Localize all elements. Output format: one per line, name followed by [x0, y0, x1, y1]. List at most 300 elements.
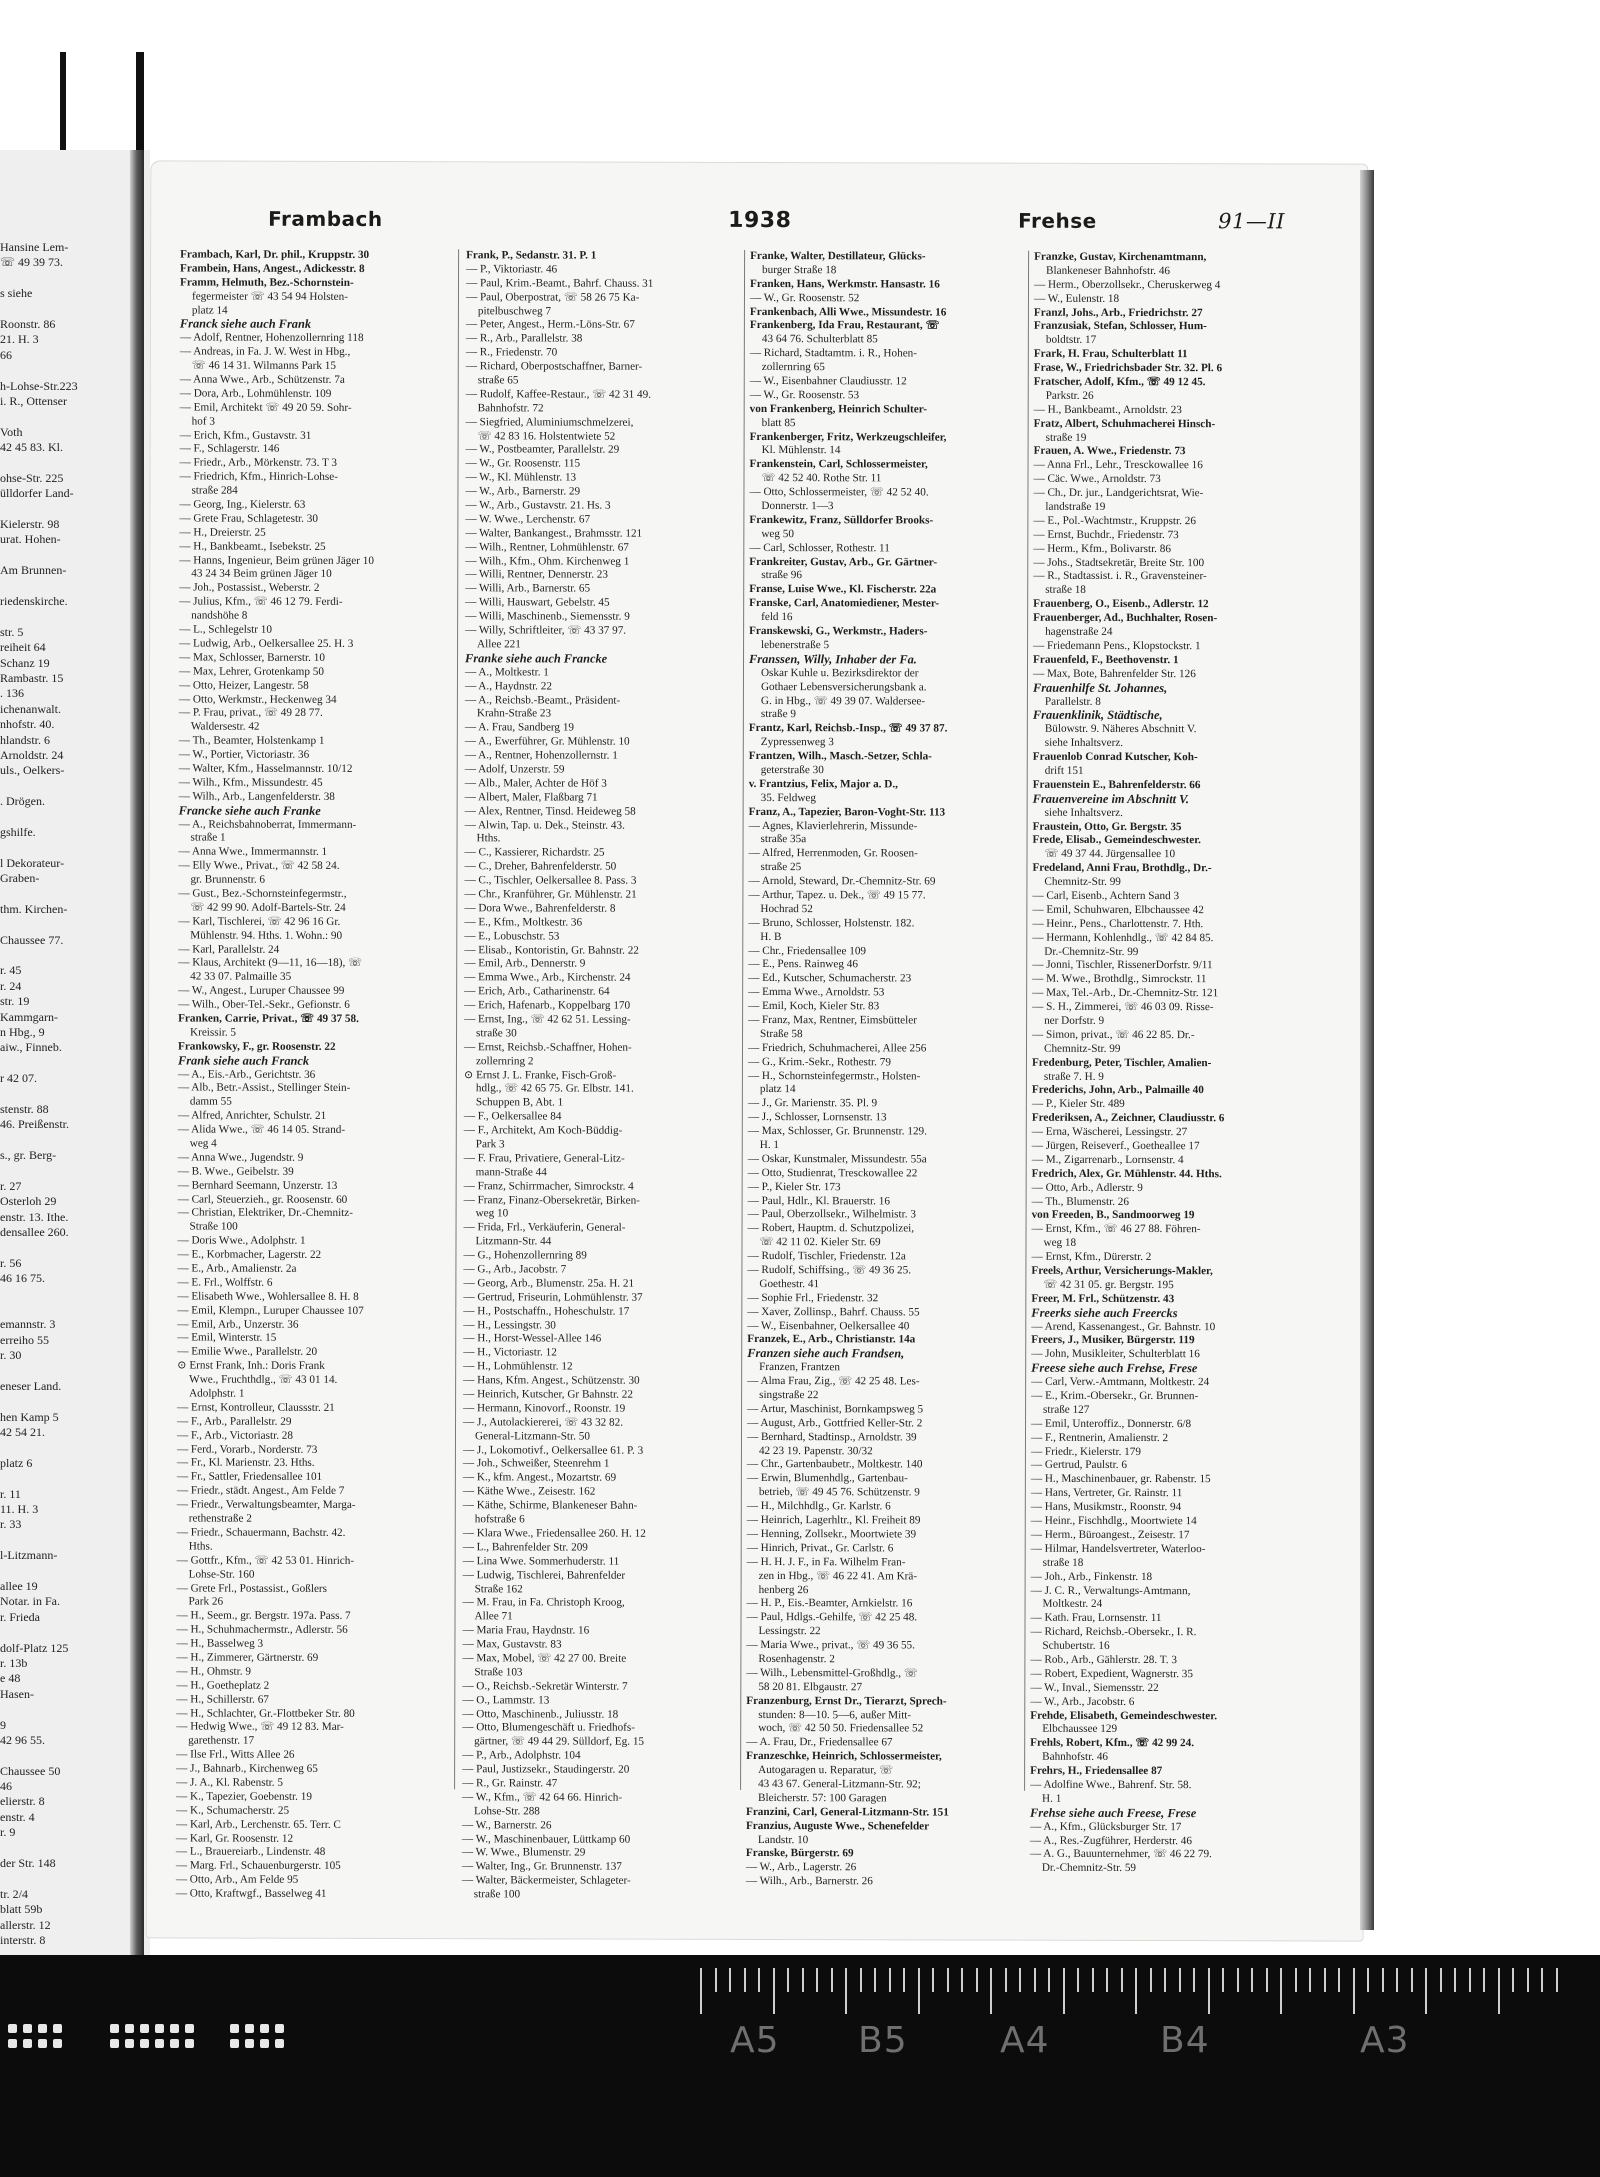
- entry-continuation: gr. Brunnenstr. 6: [190, 873, 266, 886]
- entry-continuation: burger Straße 18: [762, 263, 837, 277]
- section-heading: Freerks siehe auch Freercks: [1031, 1305, 1178, 1320]
- fragment-line: [0, 809, 126, 824]
- directory-entry: — Grete Frl., Postassist., Goßlers: [176, 1581, 328, 1595]
- directory-entry: Frark, H. Frau, Schulterblatt 11: [1033, 347, 1188, 361]
- directory-entry: — Willi, Arb., Barnerstr. 65: [465, 582, 591, 595]
- entry-continuation: Dr.-Chemnitz-Str. 99: [1044, 945, 1139, 958]
- directory-entry: — W., Maschinenbauer, Lüttkamp 60: [461, 1832, 631, 1846]
- ruler-tick: [1527, 1968, 1529, 1992]
- directory-entry: — Ch., Dr. jur., Landgerichtsrat, Wie-: [1033, 486, 1204, 500]
- fragment-line: hen Kamp 5: [0, 1409, 59, 1424]
- entry-continuation: 35. Feldweg: [760, 791, 816, 804]
- directory-entry: — A. Frau, Sandberg 19: [464, 721, 575, 734]
- entry-continuation: zollernring 65: [761, 361, 825, 374]
- section-heading: Freese siehe auch Frehse, Frese: [1031, 1360, 1198, 1376]
- directory-entry: — R., Stadtassist. i. R., Gravensteiner-: [1033, 570, 1207, 583]
- ruler-tick: [1309, 1968, 1311, 1992]
- paper-size-labels: [730, 2020, 1600, 2070]
- entry-continuation: Parkstr. 26: [1045, 389, 1094, 402]
- directory-entry: — Karl, Gr. Roosenstr. 12: [175, 1832, 294, 1845]
- entry-continuation: gärtner, ☏ 49 44 29. Sülldorf, Eg. 15: [474, 1735, 645, 1749]
- running-head: [178, 206, 1348, 239]
- directory-entry: — Georg, Arb., Blumenstr. 25a. H. 21: [463, 1277, 635, 1290]
- directory-entry: — Max, Lehrer, Grotenkamp 50: [178, 665, 324, 678]
- section-heading: Frauenhilfe St. Johannes,: [1032, 680, 1168, 695]
- directory-entry: — Ed., Kutscher, Schumacherstr. 23: [748, 972, 912, 985]
- directory-entry: — A. G., Bauunternehmer, ☏ 46 22 79.: [1029, 1848, 1212, 1861]
- entry-continuation: Chemnitz-Str. 99: [1044, 875, 1121, 889]
- fragment-line: s., gr. Berg-: [0, 1148, 57, 1163]
- entry-continuation: straße 30: [476, 1027, 517, 1040]
- directory-entry: — Käthe Wwe., Zeisestr. 162: [462, 1485, 596, 1498]
- directory-entry: — Rudolf, Schiffsing., ☏ 49 36 25.: [747, 1263, 912, 1277]
- fragment-line: 11. H. 3: [0, 1502, 39, 1517]
- section-heading: Franzen siehe auch Frandsen,: [747, 1346, 905, 1361]
- fragment-line: [0, 502, 126, 517]
- directory-entry: — E., Lobuschstr. 53: [464, 929, 560, 943]
- directory-entry: Fraustein, Otto, Gr. Bergstr. 35: [1032, 820, 1182, 833]
- entry-continuation: ☏ 46 14 31. Wilmanns Park 15: [191, 359, 336, 373]
- entry-continuation: straße 96: [761, 569, 802, 582]
- entry-continuation: Wwe., Fruchthdlg., ☏ 43 01 14.: [189, 1373, 338, 1387]
- fragment-line: [0, 455, 126, 470]
- directory-entry: — Alex, Rentner, Tinsd. Heideweg 58: [464, 804, 636, 818]
- fragment-line: r 42 07.: [0, 1071, 37, 1086]
- directory-entry: von Frankenberg, Heinrich Schulter-: [749, 402, 928, 416]
- directory-entry: — Max, Mobel, ☏ 42 27 00. Breite: [462, 1652, 627, 1665]
- directory-column-4: [1029, 250, 1306, 1875]
- directory-entry: — Erwin, Blumenhdlg., Gartenbau-: [746, 1472, 908, 1485]
- fragment-line: emannstr. 3: [0, 1317, 56, 1332]
- fragment-line: Chaussee 50: [0, 1763, 61, 1778]
- directory-entry: — H., Schillerstr. 67: [176, 1693, 269, 1706]
- directory-entry: — H., Bankbeamt., Arnoldstr. 23: [1033, 403, 1182, 416]
- fragment-line: 42 54 21.: [0, 1425, 45, 1440]
- fragment-line: e 48: [0, 1671, 21, 1686]
- entry-continuation: siehe Inhaltsverz.: [1044, 736, 1124, 750]
- fragment-line: 66: [0, 347, 12, 362]
- fragment-line: platz 6: [0, 1455, 33, 1470]
- directory-entry: — Ernst, Reichsb.-Schaffner, Hohen-: [463, 1040, 632, 1054]
- directory-entry: — Alwin, Tap. u. Dek., Steinstr. 43.: [464, 818, 625, 832]
- directory-entry: — Hermann, Kohlenhdlg., ☏ 42 84 85.: [1032, 931, 1214, 944]
- entry-continuation: stunden: 8—10. 5—6, außer Mitt-: [758, 1708, 912, 1721]
- directory-entry: — Robert, Hauptm. d. Schutzpolizei,: [747, 1222, 915, 1235]
- fragment-line: [0, 779, 126, 794]
- ruler-tick: [1208, 1968, 1210, 2014]
- directory-entry: — Anna Frl., Lehr., Tresckowallee 16: [1033, 459, 1203, 472]
- fragment-line: [0, 609, 126, 624]
- directory-entry: — A., Res.-Zugführer, Herderstr. 46: [1029, 1834, 1192, 1847]
- directory-entry: Fratz, Albert, Schuhmacherei Hinsch-: [1033, 417, 1216, 430]
- fragment-line: Roonstr. 86: [0, 316, 56, 331]
- directory-entry: — Hermann, Kinovorf., Roonstr. 19: [463, 1402, 626, 1415]
- directory-entry: — H., Ohmstr. 9: [176, 1665, 251, 1678]
- ruler-tick: [1483, 1968, 1485, 1992]
- entry-continuation: platz 14: [191, 304, 228, 317]
- ruler-tick: [1193, 1968, 1195, 1992]
- directory-entry: — A., Reichsbahnoberrat, Immermann-: [178, 818, 357, 831]
- directory-entry: — Erich, Kfm., Gustavstr. 31: [179, 429, 312, 442]
- directory-entry: — J. A., Kl. Rabenstr. 5: [176, 1776, 284, 1789]
- directory-entry: — M. Wwe., Brothdlg., Simrockstr. 11: [1032, 973, 1207, 986]
- fragment-line: Kielerstr. 98: [0, 517, 60, 532]
- entry-continuation: Hochrad 52: [760, 902, 813, 916]
- fragment-line: [0, 948, 126, 963]
- entry-continuation: garethenstr. 17: [188, 1734, 255, 1747]
- directory-entry: — Otto, Arb., Am Felde 95: [175, 1873, 299, 1887]
- fragment-line: 46 16 75.: [0, 1271, 45, 1286]
- directory-entry: — Friedr., Schauermann, Bachstr. 42.: [176, 1526, 346, 1539]
- directory-entry: — Alb., Maler, Achter de Höf 3: [464, 777, 607, 790]
- directory-entry: — W., Inval., Siemensstr. 22: [1030, 1681, 1159, 1694]
- entry-continuation: 58 20 81. Elbgaustr. 27: [758, 1680, 863, 1694]
- fragment-line: Graben-: [0, 871, 40, 886]
- directory-entry: — Hinrich, Privat., Gr. Carlstr. 6: [746, 1541, 894, 1555]
- entry-continuation: Adolphstr. 1: [189, 1387, 245, 1400]
- directory-entry: — Grete Frau, Schlagetestr. 30: [179, 512, 318, 525]
- fragment-line: [0, 1564, 126, 1579]
- directory-entry: — Hedwig Wwe., ☏ 49 12 83. Mar-: [176, 1720, 344, 1734]
- ruler-tick: [715, 1968, 717, 1992]
- directory-entry: — Chr., Friedensallee 109: [748, 944, 867, 957]
- directory-entry: — Andreas, in Fa. J. W. West in Hbg.,: [179, 345, 351, 359]
- directory-entry: — Joh., Schweißer, Steenrehm 1: [462, 1457, 610, 1471]
- directory-entry: Frauenlob Conrad Kutscher, Koh-: [1032, 750, 1198, 764]
- directory-entry: — A., Haydnstr. 22: [464, 679, 552, 693]
- entry-continuation: straße 127: [1043, 1403, 1090, 1416]
- entry-continuation: Waldersestr. 42: [190, 720, 260, 733]
- directory-entry: — W., Barnerstr. 26: [461, 1818, 552, 1832]
- directory-entry: — F., Arb., Parallelstr. 29: [177, 1415, 292, 1428]
- perforation-mark: [23, 2024, 32, 2033]
- directory-entry: — H., Milchhdlg., Gr. Karlstr. 6: [746, 1500, 891, 1513]
- directory-entry: — Otto, Heizer, Langestr. 58: [178, 679, 309, 692]
- directory-entry: — Rudolf, Kaffee-Restaur., ☏ 42 31 49.: [465, 388, 652, 401]
- directory-entry: — Arnold, Steward, Dr.-Chemnitz-Str. 69: [748, 875, 936, 888]
- directory-column-2: [461, 249, 738, 1901]
- fragment-line: [0, 1471, 126, 1486]
- perforation-mark: [170, 2024, 179, 2033]
- directory-entry: — H., Seem., gr. Bergstr. 197a. Pass. 7: [176, 1609, 351, 1623]
- directory-entry: — Richard, Reichsb.-Obersekr., I. R.: [1030, 1625, 1197, 1639]
- section-heading: Frehse siehe auch Freese, Frese: [1029, 1805, 1197, 1820]
- directory-entry: — Walter, Kfm., Hasselmannstr. 10/12: [178, 762, 353, 775]
- entry-continuation: betrieb, ☏ 49 45 76. Schützenstr. 9: [758, 1486, 920, 1499]
- directory-entry: — H., Zimmerer, Gärtnerstr. 69: [176, 1651, 319, 1664]
- directory-entry: — Agnes, Klavierlehrerin, Missunde-: [748, 819, 918, 832]
- ruler-tick: [1164, 1968, 1166, 1992]
- directory-column-1: [175, 248, 452, 1900]
- fragment-line: [0, 548, 126, 563]
- directory-entry: — Wilh., Arb., Langenfelderstr. 38: [178, 790, 335, 803]
- directory-entry: — Paul, Krim.-Beamt., Bahrf. Chauss. 31: [465, 277, 654, 290]
- entry-continuation: weg 10: [475, 1207, 509, 1220]
- ruler-tick: [1469, 1968, 1471, 1992]
- ruler-tick: [1237, 1968, 1239, 1992]
- directory-entry: — Emil, Koch, Kieler Str. 83: [748, 1000, 880, 1013]
- directory-entry: — Oskar, Kunstmaler, Missundestr. 55a: [747, 1152, 927, 1166]
- directory-entry: — W., Portier, Victoriastr. 36: [178, 748, 310, 761]
- entry-continuation: hdlg., ☏ 42 65 75. Gr. Elbstr. 141.: [475, 1082, 634, 1096]
- entry-continuation: hofstraße 6: [474, 1513, 525, 1526]
- entry-continuation: weg 4: [189, 1137, 217, 1150]
- entry-continuation: zollernring 2: [475, 1054, 534, 1068]
- directory-entry: — Willy, Schriftleiter, ☏ 43 37 97.: [465, 624, 627, 637]
- ruler-tick: [1005, 1968, 1007, 1992]
- directory-entry: — Richard, Oberpostschaffner, Barner-: [465, 360, 643, 373]
- fragment-line: allerstr. 12: [0, 1917, 51, 1932]
- entry-continuation: Bleicherstr. 57: 100 Garagen: [758, 1791, 887, 1805]
- fragment-line: r. 9: [0, 1825, 16, 1840]
- entry-continuation: hagenstraße 24: [1045, 625, 1113, 638]
- entry-continuation: straße 18: [1045, 584, 1086, 597]
- fragment-line: hlandstr. 6: [0, 732, 50, 747]
- fragment-line: i. R., Ottenser: [0, 393, 67, 408]
- directory-entry: — C., Kassierer, Richardstr. 25: [464, 846, 605, 859]
- ruler-tick: [903, 1968, 905, 1992]
- directory-entry: Frankenbach, Alli Wwe., Missundestr. 16: [749, 305, 947, 319]
- ruler-tick: [1106, 1968, 1108, 1992]
- directory-entry: — Erna, Wäscherei, Lessingstr. 27: [1031, 1125, 1188, 1139]
- directory-entry: — H., Lessingstr. 30: [463, 1318, 556, 1332]
- directory-entry: — Richard, Stadtamtm. i. R., Hohen-: [749, 347, 918, 360]
- entry-continuation: ☏ 42 99 90. Adolf-Bartels-Str. 24: [190, 901, 346, 914]
- directory-entry: Fredrich, Alex, Gr. Mühlenstr. 44. Hths.: [1031, 1167, 1222, 1180]
- ruler-tick: [1411, 1968, 1413, 1992]
- fragment-line: [0, 1748, 126, 1763]
- directory-entry: — Erich, Hafenarb., Koppelbarg 170: [464, 999, 631, 1012]
- film-mark: [60, 52, 66, 164]
- fragment-line: eneser Land.: [0, 1378, 62, 1393]
- ruler-tick: [1541, 1968, 1543, 1992]
- perforation-mark: [110, 2024, 119, 2033]
- ruler-tick: [1179, 1968, 1181, 1992]
- perforation-mark: [230, 2039, 239, 2048]
- fragment-line: [0, 579, 126, 594]
- directory-entry: — Ludwig, Tischlerei, Bahrenfelder: [462, 1568, 626, 1582]
- fragment-line: [0, 1302, 126, 1317]
- directory-entry: — Ernst, Kfm., Dürerstr. 2: [1031, 1250, 1152, 1264]
- entry-continuation: 42 23 19. Papenstr. 30/32: [758, 1444, 873, 1457]
- directory-entry: — Peter, Angest., Herm.-Löns-Str. 67: [465, 318, 635, 332]
- directory-entry: — K., Tapezier, Goebenstr. 19: [176, 1790, 312, 1803]
- perforation-mark: [245, 2039, 254, 2048]
- directory-entry: — Elisab., Kontoristin, Gr. Bahnstr. 22: [464, 943, 639, 957]
- directory-entry: — Franz, Schirrmacher, Simrockstr. 4: [463, 1179, 634, 1193]
- ruler-tick: [1440, 1968, 1442, 1992]
- directory-entry: — Dora, Arb., Lohmühlenstr. 109: [179, 387, 332, 400]
- directory-entry: — L., Bahrenfelder Str. 209: [462, 1541, 588, 1554]
- directory-entry: Fredeland, Anni Frau, Brothdlg., Dr.-: [1032, 861, 1212, 875]
- entry-continuation: blatt 85: [761, 416, 796, 429]
- directory-entry: — Paul, Oberpostrat, ☏ 58 26 75 Ka-: [465, 290, 640, 304]
- directory-entry: — W., Gr. Roosenstr. 52: [749, 291, 860, 304]
- fragment-line: Chaussee 77.: [0, 932, 64, 947]
- fragment-line: ichenanwalt.: [0, 701, 61, 716]
- entry-continuation: Allee 71: [474, 1610, 513, 1623]
- directory-entry: — W., Postbeamter, Parallelstr. 29: [465, 443, 620, 457]
- directory-entry: Franse, Luise Wwe., Kl. Fischerstr. 22a: [749, 583, 937, 596]
- directory-entry: Frambein, Hans, Angest., Adickesstr. 8: [180, 262, 365, 275]
- ruler-tick: [845, 1968, 847, 2014]
- perforation-mark: [275, 2024, 284, 2033]
- ruler-tick: [744, 1968, 746, 1992]
- entry-continuation: 43 43 67. General-Litzmann-Str. 92;: [758, 1777, 921, 1791]
- directory-entry: — Friedrich, Schuhmacherei, Allee 256: [747, 1041, 927, 1055]
- directory-entry: — Georg, Ing., Kielerstr. 63: [179, 498, 306, 511]
- fragment-line: l-Litzmann-: [0, 1548, 58, 1563]
- directory-entry: — J., Schlosser, Lornsenstr. 13: [747, 1111, 887, 1124]
- directory-entry: — Wilh., Rentner, Lohmühlenstr. 67: [465, 540, 629, 554]
- directory-entry: — Xaver, Zollinsp., Bahrf. Chauss. 55: [747, 1305, 920, 1319]
- directory-entry: — H., Schuhmachermstr., Adlerstr. 56: [176, 1623, 348, 1637]
- directory-entry: Franske, Carl, Anatomiediener, Mester-: [749, 597, 940, 610]
- section-heading: Franke siehe auch Francke: [465, 651, 608, 666]
- perforation-mark: [38, 2039, 47, 2048]
- directory-entry: — Gottfr., Kfm., ☏ 42 53 01. Hinrich-: [176, 1554, 355, 1567]
- directory-entry: — Christian, Elektriker, Dr.-Chemnitz-: [177, 1206, 353, 1220]
- directory-entry: — W., Kl. Mühlenstr. 13: [465, 471, 577, 484]
- fragment-line: s siehe: [0, 286, 33, 301]
- directory-entry: — L., Schlegelstr 10: [179, 623, 273, 636]
- directory-entry: v. Frantzius, Felix, Major a. D.,: [748, 777, 898, 791]
- fragment-line: 9: [0, 1717, 6, 1732]
- directory-entry: — Emma Wwe., Arnoldstr. 53: [748, 986, 885, 999]
- directory-entry: — Otto, Maschinenb., Juliusstr. 18: [462, 1707, 619, 1721]
- perforation-mark: [8, 2024, 17, 2033]
- entry-continuation: boldtstr. 17: [1045, 334, 1097, 347]
- directory-entry: Franzeschke, Heinrich, Schlossermeister,: [746, 1750, 942, 1763]
- entry-continuation: feld 16: [761, 611, 793, 624]
- ruler-tick: [976, 1968, 978, 1992]
- directory-entry: — S. H., Zimmerei, ☏ 46 03 09. Risse-: [1032, 1000, 1214, 1014]
- entry-continuation: 42 33 07. Palmaille 35: [190, 970, 292, 984]
- entry-continuation: Elbchaussee 129: [1042, 1723, 1118, 1736]
- entry-continuation: straße 7. H. 9: [1043, 1070, 1104, 1083]
- ruler-tick: [758, 1968, 760, 1992]
- directory-entry: — Otto, Blumengeschäft u. Friedhofs-: [462, 1721, 636, 1735]
- directory-entry: Frankewitz, Franz, Sülldorfer Brooks-: [749, 513, 934, 527]
- directory-entry: — K., Schumacherstr. 25: [175, 1804, 290, 1817]
- directory-entry: — Alfred, Anrichter, Schulstr. 21: [177, 1109, 327, 1123]
- entry-continuation: Schubertstr. 16: [1042, 1639, 1110, 1652]
- directory-entry: — J., Bahnarb., Kirchenweg 65: [176, 1762, 318, 1775]
- directory-entry: — Carl, Verw.-Amtmann, Moltkestr. 24: [1031, 1375, 1210, 1389]
- directory-entry: Frede, Elisab., Gemeindeschwester.: [1032, 834, 1201, 847]
- directory-entry: — H., Postschaffn., Hoheschulstr. 17: [463, 1304, 630, 1318]
- directory-entry: — Fr., Kl. Marienstr. 23. Hths.: [176, 1456, 315, 1470]
- directory-entry: — Arthur, Tapez. u. Dek., ☏ 49 15 77.: [748, 888, 926, 902]
- directory-entry: — Julius, Kfm., ☏ 46 12 79. Ferdi-: [179, 595, 343, 609]
- ruler-tick: [1222, 1968, 1224, 1992]
- ruler-tick: [831, 1968, 833, 1992]
- directory-entry: — Emil, Klempn., Luruper Chaussee 107: [177, 1304, 364, 1317]
- directory-entry: — Franz, Max, Rentner, Eimsbütteler: [748, 1013, 917, 1027]
- perforation-mark: [8, 2039, 17, 2048]
- ruler-tick: [1150, 1968, 1152, 1992]
- directory-entry: — Chr., Gartenbaubetr., Moltkestr. 140: [746, 1458, 923, 1471]
- directory-entry: — Willi, Hauswart, Gebelstr. 45: [465, 596, 610, 609]
- directory-entry: — Th., Beamter, Holstenkamp 1: [178, 734, 325, 748]
- directory-entry: — Ferd., Vorarb., Norderstr. 73: [176, 1443, 318, 1456]
- entry-continuation: Bülowstr. 9. Näheres Abschnitt V.: [1044, 723, 1197, 736]
- fragment-line: [0, 1287, 126, 1302]
- perforation-mark: [23, 2039, 32, 2048]
- entry-continuation: Landstr. 10: [757, 1833, 809, 1846]
- directory-entry: — Otto, Schlossermeister, ☏ 42 52 40.: [749, 486, 929, 499]
- ruler-tick: [1266, 1968, 1268, 1992]
- directory-entry: — W., Gr. Roosenstr. 115: [465, 457, 581, 470]
- entry-continuation: straße 35a: [760, 833, 807, 846]
- entry-continuation: Moltkestr. 24: [1042, 1598, 1103, 1611]
- fragment-line: stenstr. 88: [0, 1101, 49, 1116]
- directory-entry: — Sophie Frl., Friedenstr. 32: [747, 1291, 879, 1305]
- directory-entry: — H., Schornsteinfegermstr., Holsten-: [747, 1069, 921, 1082]
- entry-continuation: Mühlenstr. 94. Hths. 1. Wohn.: 90: [190, 929, 343, 942]
- entry-continuation: Blankeneser Bahnhofstr. 46: [1046, 264, 1171, 277]
- directory-entry: — W. Wwe., Lerchenstr. 67: [465, 513, 591, 526]
- directory-entry: — Henning, Zollsekr., Moortwiete 39: [746, 1527, 917, 1541]
- directory-entry: — Heinr., Fischhdlg., Moortwiete 14: [1030, 1514, 1197, 1528]
- entry-continuation: General-Litzmann-Str. 50: [474, 1429, 590, 1443]
- directory-entry: — E. Frl., Wolffstr. 6: [177, 1276, 273, 1289]
- directory-entry: — Max, Tel.-Arb., Dr.-Chemnitz-Str. 121: [1032, 986, 1219, 1000]
- fragment-line: r. 30: [0, 1348, 22, 1363]
- ruler-tick: [1251, 1968, 1253, 1992]
- directory-entry: Franzek, E., Arb., Christianstr. 14a: [747, 1333, 916, 1346]
- fragment-line: [0, 1394, 126, 1409]
- fragment-line: [0, 409, 126, 424]
- directory-entry: — Emilie Wwe., Parallelstr. 20: [177, 1345, 318, 1359]
- directory-entry: — A. Frau, Dr., Friedensallee 67: [746, 1736, 893, 1749]
- directory-entry: — Herm., Kfm., Bolivarstr. 86: [1033, 542, 1171, 555]
- directory-entry: — H., Dreierstr. 25: [179, 526, 266, 539]
- scale-label: A5: [730, 2020, 780, 2061]
- directory-entry: — Alfred, Herrenmoden, Gr. Roosen-: [748, 847, 918, 860]
- directory-entry: — Anna Wwe., Jugendstr. 9: [177, 1151, 304, 1164]
- fragment-line: 21. H. 3: [0, 332, 39, 347]
- fragment-line: der Str. 148: [0, 1856, 56, 1871]
- section-heading: Francke siehe auch Franke: [178, 803, 321, 818]
- fragment-line: ☏ 49 39 73.: [0, 255, 64, 270]
- ruler-tick: [1295, 1968, 1297, 1992]
- directory-entry: — R., Friedenstr. 70: [465, 346, 558, 359]
- directory-entry: — Emma Wwe., Arb., Kirchenstr. 24: [464, 971, 631, 984]
- entry-continuation: lebenerstraße 5: [761, 638, 830, 652]
- directory-entry: — Karl, Parallelstr. 24: [178, 943, 280, 956]
- perforation-mark: [170, 2039, 179, 2048]
- directory-entry: — Alma Frau, Zig., ☏ 42 25 48. Les-: [747, 1375, 920, 1388]
- directory-entry: — W., Arb., Gustavstr. 21. Hs. 3: [465, 499, 611, 512]
- directory-entry: — H. P., Eis.-Beamter, Arnkielstr. 16: [746, 1597, 913, 1610]
- directory-entry: — O., Reichsb.-Sekretär Winterstr. 7: [462, 1679, 628, 1693]
- film-perforation-marks: [0, 2024, 330, 2054]
- entry-continuation: Park 26: [188, 1595, 224, 1608]
- directory-entry: Frehls, Robert, Kfm., ☏ 42 99 24.: [1030, 1737, 1195, 1750]
- directory-entry: — W., Eulenstr. 18: [1033, 292, 1120, 305]
- ruler-tick: [1512, 1968, 1514, 1992]
- directory-entry: — Ludwig, Arb., Oelkersallee 25. H. 3: [179, 637, 354, 650]
- directory-entry: — Otto, Studienrat, Tresckowallee 22: [747, 1166, 918, 1180]
- directory-entry: Frauenberg, O., Eisenb., Adlerstr. 12: [1033, 597, 1209, 611]
- directory-entry: — Anna Wwe., Immermannstr. 1: [178, 845, 328, 859]
- fragment-line: [0, 1086, 126, 1101]
- directory-entry: — Adolfine Wwe., Bahrenf. Str. 58.: [1030, 1778, 1192, 1792]
- fragment-line: Notar. in Fa.: [0, 1594, 60, 1609]
- entry-continuation: weg 18: [1043, 1236, 1077, 1250]
- fragment-line: str. 5: [0, 624, 24, 639]
